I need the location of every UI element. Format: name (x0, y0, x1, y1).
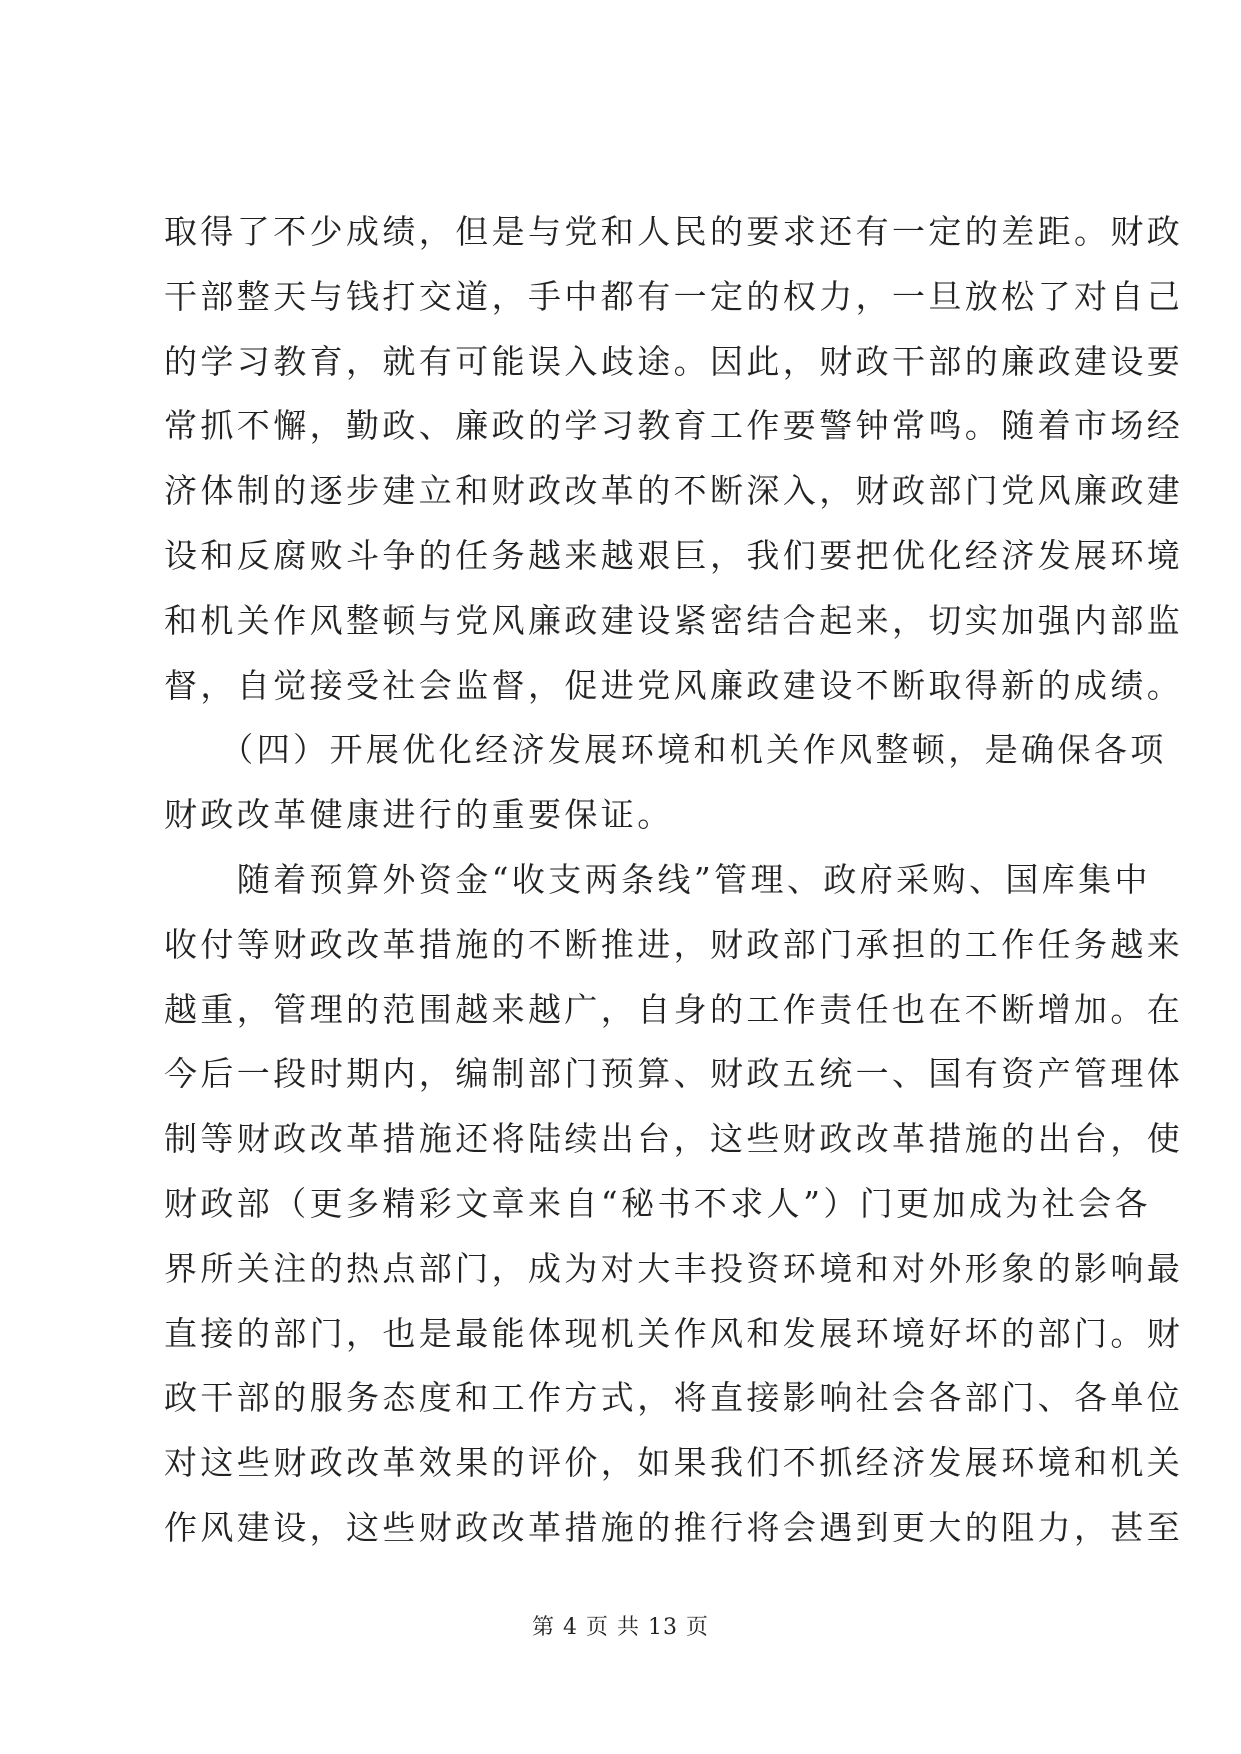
text-line: 界所关注的热点部门，成为对大丰投资环境和对外形象的影响最 (164, 1248, 1184, 1288)
page-number: 第 4 页 共 13 页 (532, 1615, 709, 1640)
text-line: 取得了不少成绩，但是与党和人民的要求还有一定的差距。财政 (164, 212, 1184, 251)
text-line: 设和反腐败斗争的任务越来越艰巨，我们要把优化经济发展环境 (164, 535, 1184, 575)
text-line: 干部整天与钱打交道，手中都有一定的权力，一旦放松了对自己 (164, 276, 1184, 316)
page-footer (0, 1610, 1241, 1641)
text-line: 的学习教育，就有可能误入歧途。因此，财政干部的廉政建设要 (164, 341, 1184, 381)
body-text (164, 200, 1184, 1561)
text-line: 财政部（更多精彩文章来自“秘书不求人”）门更加成为社会各 (164, 1183, 1151, 1223)
text-line: 随着预算外资金“收支两条线”管理、政府采购、国库集中 (164, 859, 1151, 899)
text-line: 收付等财政改革措施的不断推进，财政部门承担的工作任务越来 (164, 924, 1184, 964)
text-line: 对这些财政改革效果的评价，如果我们不抓经济发展环境和机关 (164, 1443, 1184, 1483)
text-line: （四）开展优化经济发展环境和机关作风整顿，是确保各项 (164, 730, 1167, 770)
text-line: 越重，管理的范围越来越广，自身的工作责任也在不断增加。在 (164, 989, 1184, 1029)
text-line: 财政改革健康进行的重要保证。 (164, 795, 674, 835)
text-line: 制等财政改革措施还将陆续出台，这些财政改革措施的出台，使 (164, 1119, 1184, 1159)
text-line: 作风建设，这些财政改革措施的推行将会遇到更大的阻力，甚至 (164, 1507, 1184, 1547)
text-line: 今后一段时期内，编制部门预算、财政五统一、国有资产管理体 (164, 1054, 1184, 1094)
text-line: 政干部的服务态度和工作方式，将直接影响社会各部门、各单位 (164, 1378, 1184, 1418)
text-line: 督，自觉接受社会监督，促进党风廉政建设不断取得新的成绩。 (164, 665, 1184, 705)
text-line: 直接的部门，也是最能体现机关作风和发展环境好坏的部门。财 (164, 1313, 1184, 1353)
text-line: 常抓不懈，勤政、廉政的学习教育工作要警钟常鸣。随着市场经 (164, 406, 1184, 446)
text-line: 和机关作风整顿与党风廉政建设紧密结合起来，切实加强内部监 (164, 600, 1184, 640)
text-line: 济体制的逐步建立和财政改革的不断深入，财政部门党风廉政建 (164, 471, 1184, 511)
